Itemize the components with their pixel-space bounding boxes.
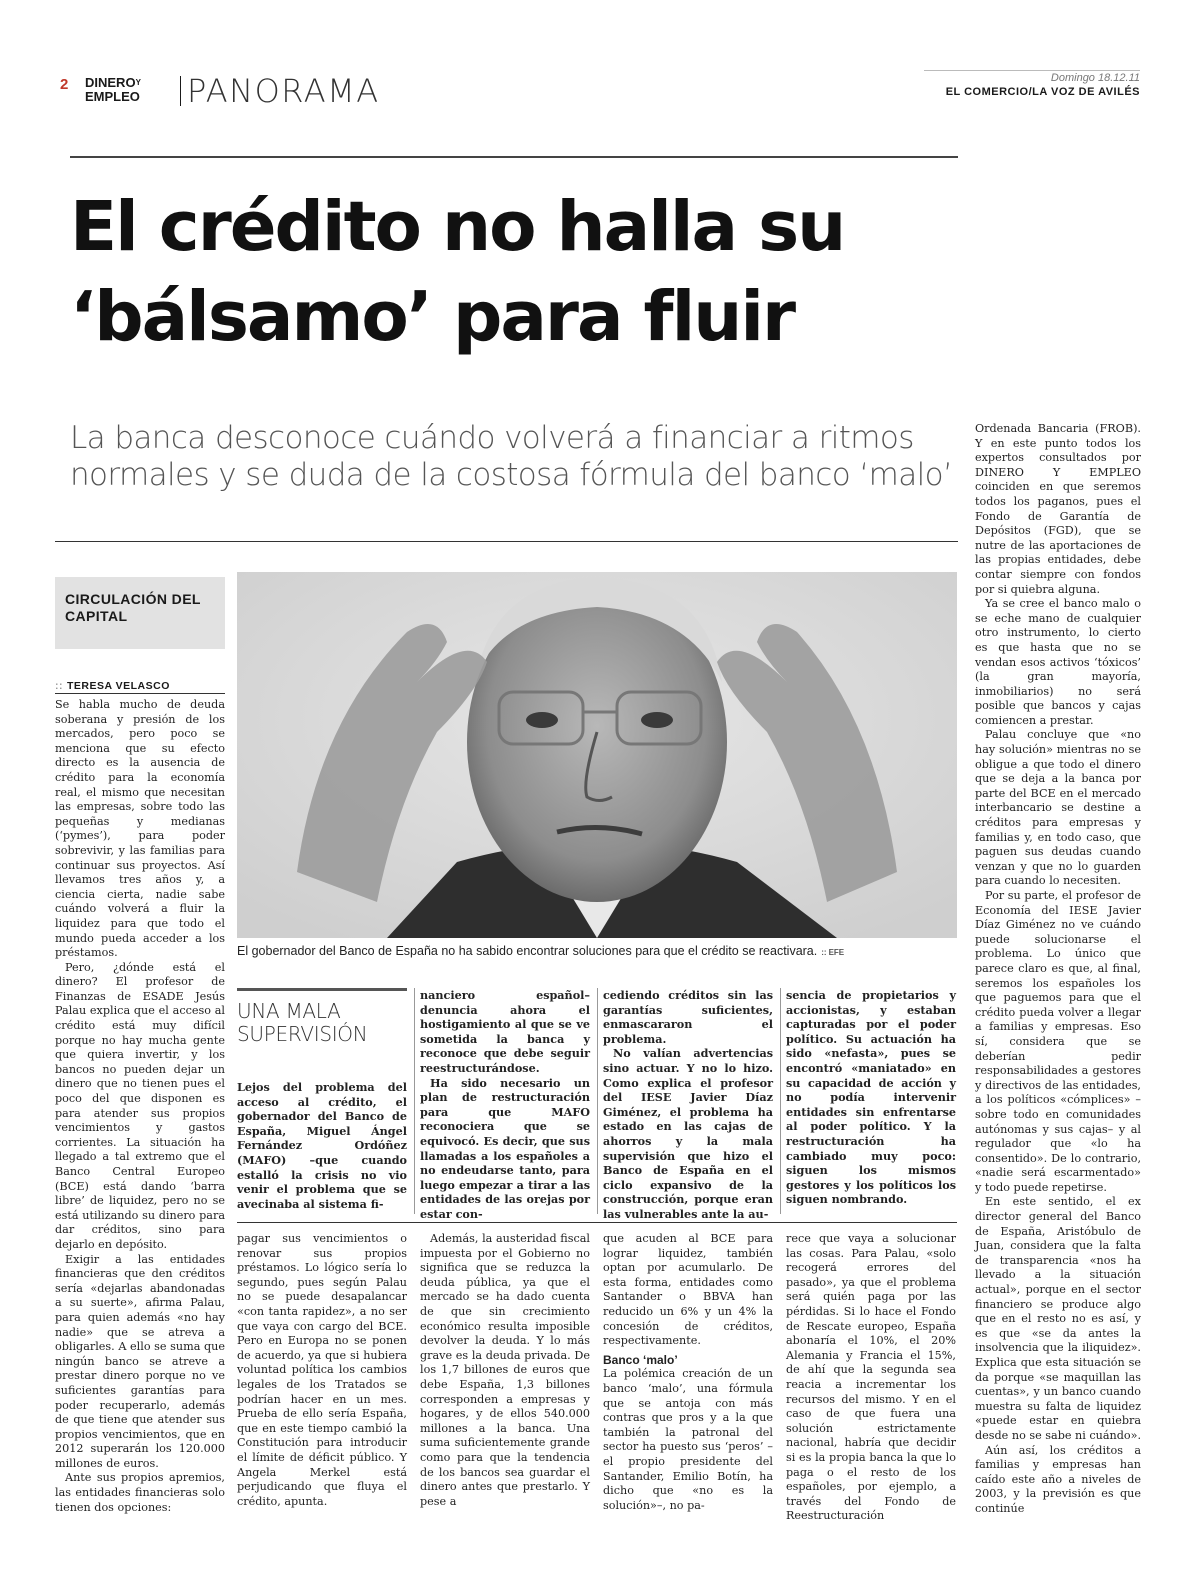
photo-credit: EFE bbox=[828, 948, 845, 957]
paragraph: Por su parte, el profesor de Economía del IESE Javier Díaz Giménez no ve cuándo puede solucionarse el problema. Lo único que parece claro es que, al final, seremos los españoles los que paguemos para que el crédito pueda volver a llegar a familias y empresas. Eso sí, considera que se deberían pedir responsabilidades a gestores y directivos de las entidades, a los políticos «cómplices» –sobre todo en comunidades autónomas y sus cajas– y al regulador que «lo ha consentido». De lo contrario, «nadie será escarmentado» y todo puede repetirse. bbox=[975, 889, 1141, 1194]
issue-date: Domingo 18.12.11 bbox=[1050, 72, 1140, 84]
section-logo bbox=[85, 76, 180, 104]
subhead-bottom-rule bbox=[55, 541, 958, 542]
photo-caption bbox=[237, 944, 957, 958]
paragraph: que acuden al BCE para lograr liquidez, también optan por acumularlo. De esta forma, entidades como Santander o BBVA han reducido un 6% y un 4% la concesión de créditos, respectivamente. bbox=[603, 1232, 773, 1348]
section-separator bbox=[180, 76, 181, 106]
body-column-5 bbox=[786, 1232, 956, 1544]
photo-credit-marker: :: bbox=[821, 948, 827, 957]
sidebar-column-4 bbox=[786, 988, 956, 1214]
portrait-photo-icon bbox=[237, 572, 957, 938]
paragraph: pagar sus vencimientos o renovar sus propios préstamos. Lo lógico sería lo segundo, pues según Palau no se puede desapalancar «con tanta rapidez», a no ser que vaya con cargo del BCE. Pero en Europa no se ponen de acuerdo, ya que si hubiera voluntad política los cambios legales de los Tratados se podrían hacer en un mes. Prueba de ello sería España, que en este tiempo cambió la Constitución para introducir el límite de déficit público. Y Angela Merkel está perjudicando que fluya el crédito, apunta. bbox=[237, 1232, 407, 1508]
paragraph: Ya se cree el banco malo o se eche mano de cualquier otro instrumento, lo cierto es que hasta que no se vendan esos activos ‘tóxicos’ (la gran mayoría, inmobiliarios) no será posible que bancos y cajas comiencen a prestar. bbox=[975, 597, 1141, 727]
paragraph: Lejos del problema del acceso al crédito, el gobernador del Banco de España, Miguel Ángel Fernández Ordóñez (MAFO) –que cuando estalló la crisis no vio venir el problema que se avecinaba al sistema fi- bbox=[237, 1080, 407, 1211]
paragraph: No valían advertencias sino actuar. Y no lo hizo. Como explica el profesor del IESE Javier Díaz Giménez, el problema ha estado en las cajas de ahorros y la mala supervisión que hizo el Banco de España en el ciclo expansivo de la construcción, porque eran las vulnerables ante la au- bbox=[603, 1046, 773, 1221]
paragraph: Ordenada Bancaria (FROB). Y en este punto todos los expertos consultados por DINERO Y EMPLEO coinciden en que seremos todos los paganos, pues el Fondo de Garantía de Depósitos (FGD), que se nutre de las aportaciones de las propias entidades, debe contar siempre con fondos por si quiebra alguna. bbox=[975, 422, 1141, 596]
kicker-box bbox=[55, 577, 225, 649]
column-divider bbox=[597, 988, 598, 1214]
date-rule bbox=[924, 70, 1140, 71]
column-divider bbox=[414, 988, 415, 1214]
paragraph: rece que vaya a solucionar las cosas. Para Palau, «solo recogerá errores del pasado», ya que el problema será quién paga por las pérdidas. Si lo hace el Fondo de Rescate europeo, España abonaría el 10%, el 20% Alemania y Francia el 15%, de ahí que la segunda sea reacia a incrementar los recursos del mismo. Y en el caso de que fuera una solución estrictamente nacional, habría que decidir si es la propia banca la que lo paga o el resto de los españoles, por ejemplo, a través del Fondo de Reestructuración bbox=[786, 1232, 956, 1523]
paragraph: Pero, ¿dónde está el dinero? El profesor de Finanzas de ESADE Jesús Palau explica que el acceso al crédito está muy difícil porque no hay mucha gente que quiera invertir, y los bancos no pueden dejar un dinero que no tienen pues el poco del que disponen es para atender sus propios vencimientos y gastos corrientes. La situación ha llegado a tal extremo que el Banco Central Europeo (BCE) está dando ‘barra libre’ de liquidez, pero no se está utilizando su dinero para dar créditos, sino para dejarlo en depósito. bbox=[55, 960, 225, 1251]
caption-text: El gobernador del Banco de España no ha sabido encontrar soluciones para que el crédito se reactivara. bbox=[237, 944, 818, 958]
paragraph: Además, la austeridad fiscal impuesta por el Gobierno no significa que se reduzca la deuda pública, ya que el mercado se ha dado cuenta de que sin crecimiento económico resulta imposible devolver la deuda. Y lo más grave es la deuda privada. De los 1,7 billones de euros que debe España, 1,3 billones corresponden a empresas y hogares, y de ellos 540.000 millones a la banca. Una suma suficientemente grande como para que la tendencia de los bancos sea guardar el dinero antes que prestarlo. Y pese a bbox=[420, 1232, 590, 1508]
paragraph: Exigir a las entidades financieras que den créditos sería «dejarlas abandonadas a su suerte», afirma Palau, para quien además «no hay nadie» que se atreva a obligarles. A ello se suma que ningún banco se atreve a prestar dinero porque no ve suficientes garantías para poder recuperarlo, además de que tiene que atender sus propios vencimientos, que en 2012 superarán los 120.000 millones de euros. bbox=[55, 1252, 225, 1470]
sidebar-column-2 bbox=[420, 988, 590, 1221]
section-line1: DINERO bbox=[85, 75, 136, 90]
paragraph: sencia de propietarios y accionistas, y estaban capturadas por el poder político. Su actuación ha sido «nefasta», pues se encontró «maniatado» en su capacidad de acción y no podía intervenir entidades sin enfrentarse al poder político. Y la restructuración ha cambiado muy poco: siguen los mismos gestores y los políticos los siguen nombrando. bbox=[786, 988, 956, 1207]
paragraph: Aún así, los créditos a familias y empresas han caído este año a niveles de 2003, y la previsión es que continúe bbox=[975, 1443, 1141, 1515]
paragraph: Se habla mucho de deuda soberana y presión de los mercados, pero poco se menciona que su efecto directo es la ausencia de crédito para la economía real, el mismo que necesitan las empresas, sobre todo las pequeñas y medianas (‘pymes’), para poder sobrevivir, y las familias para continuar sus proyectos. Así llevamos tres años y, a ciencia cierta, nadie sabe cuándo volverá a fluir la liquidez para que todo el mundo pueda acceder a los préstamos. bbox=[55, 698, 225, 960]
body-column-1 bbox=[55, 698, 225, 1514]
portrait-photo bbox=[237, 572, 957, 938]
body-column-4 bbox=[603, 1232, 773, 1544]
sidebar-column-3 bbox=[603, 988, 773, 1221]
paragraph: cediendo créditos sin las garantías suficientes, enmascararon el problema. bbox=[603, 988, 773, 1046]
sidebar-title-line2: SUPERVISIÓN bbox=[237, 1022, 368, 1046]
section-title: PANORAMA bbox=[187, 72, 380, 110]
section-line2: EMPLEO bbox=[85, 89, 140, 104]
kicker-text: CIRCULACIÓN DEL CAPITAL bbox=[65, 591, 201, 624]
sidebar-column-1 bbox=[237, 1080, 407, 1214]
page-number: 2 bbox=[60, 76, 69, 93]
newspaper-name: EL COMERCIO/LA VOZ DE AVILÉS bbox=[945, 86, 1140, 98]
body-column-2 bbox=[237, 1232, 407, 1544]
paragraph: Ha sido necesario un plan de restructuración para que MAFO reconociera que se equivocó. Es decir, que sus llamadas a los españoles a no endeudarse tanto, para luego empezar a tirar a las entidades de las orejas por estar con- bbox=[420, 1075, 590, 1221]
body-subheading: Banco ‘malo’ bbox=[603, 1352, 678, 1367]
headline-top-rule bbox=[70, 156, 958, 158]
headline: El crédito no halla su ‘bálsamo’ para fluir bbox=[70, 187, 845, 357]
byline bbox=[55, 680, 225, 694]
paragraph: En este sentido, el ex director general del Banco de España, Aristóbulo de Juan, considera que la falta de transparencia «nos ha llevado a la situación actual», porque en el sector financiero se produce algo que en el resto no es así, y es que «se da antes la insolvencia que la iliquidez». Explica que esta situación se da porque «se maquillan las cuentas», y un banco cuando muestra su falta de liquidez «puede estar en quiebra desde no se sabe ni cuándo». bbox=[975, 1195, 1142, 1442]
paragraph: Palau concluye que «no hay solución» mientras no se obligue a que todo el dinero que se deja a la banca por parte del BCE en el mercado interbancario se destine a créditos para empresas y familias y, en todo caso, que paguen sus deudas cuando venzan y que no lo guarden para cuando lo necesiten. bbox=[975, 728, 1141, 888]
paragraph: nanciero español– denuncia ahora el hostigamiento al que se ve sometida la banca y reconoce que debe seguir reestructurándose. bbox=[420, 988, 590, 1075]
body-column-3 bbox=[420, 1232, 590, 1544]
body-column-6 bbox=[975, 422, 1141, 1544]
paragraph: Ante sus propios apremios, las entidades financieras solo tienen dos opciones: bbox=[55, 1471, 225, 1514]
sidebar-title-line1: UNA MALA bbox=[237, 999, 341, 1023]
section-y: Y bbox=[135, 78, 141, 87]
sidebar-title bbox=[237, 1000, 407, 1046]
paragraph: La polémica creación de un banco ‘malo’, una fórmula que se antoja con más contras que pros y a la que también la patronal del sector ha puesto sus ‘peros’ –el propio presidente del Santander, Emilio Botín, ha dicho que «no es la solución»–, no pa- bbox=[603, 1367, 773, 1512]
sidebar-top-rule bbox=[237, 988, 407, 991]
subheadline: La banca desconoce cuándo volverá a financiar a ritmos normales y se duda de la costosa fórmula del banco ‘malo’ bbox=[70, 420, 953, 493]
column-divider bbox=[780, 988, 781, 1214]
byline-author: TERESA VELASCO bbox=[67, 680, 170, 692]
sidebar-bottom-rule bbox=[237, 1222, 957, 1223]
byline-marker: :: bbox=[55, 680, 63, 692]
